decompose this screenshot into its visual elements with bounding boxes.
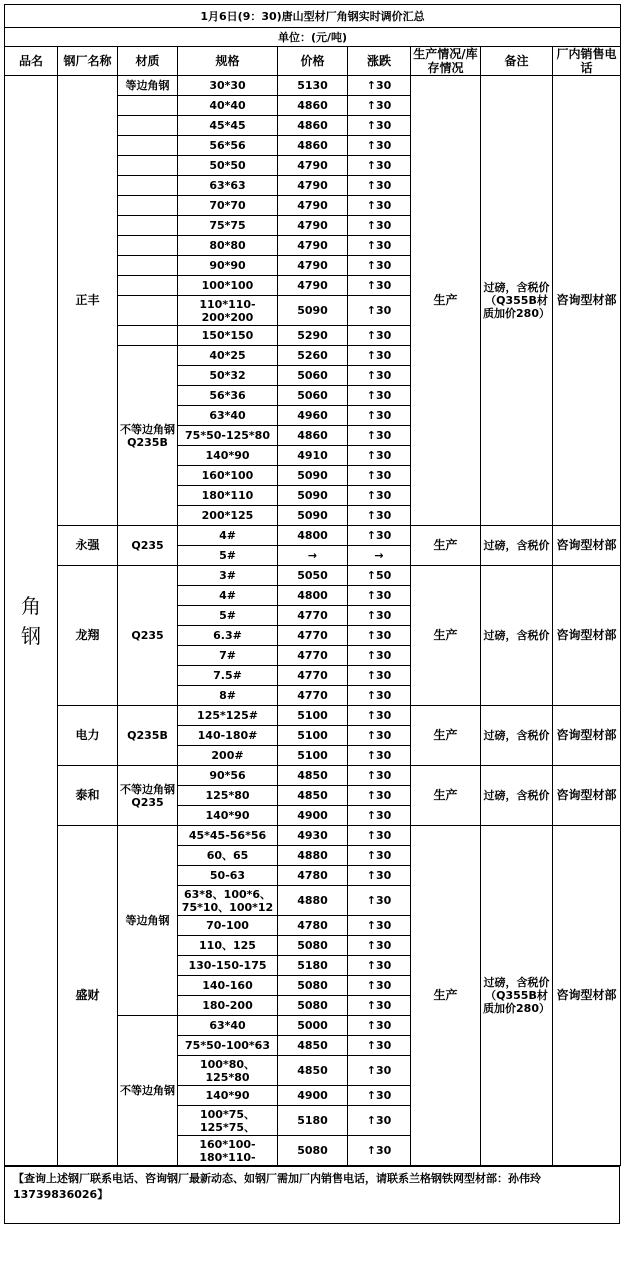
production-status: 生产 xyxy=(411,706,481,766)
change-cell: ↑30 xyxy=(348,916,411,936)
change-cell: ↑30 xyxy=(348,526,411,546)
spec-cell: 5# xyxy=(178,546,278,566)
change-cell: ↑30 xyxy=(348,406,411,426)
table-title: 1月6日(9：30)唐山型材厂角钢实时调价汇总 xyxy=(5,5,621,28)
table-row xyxy=(5,526,621,546)
price-cell: 5100 xyxy=(278,746,348,766)
header-factory: 钢厂名称 xyxy=(58,47,118,76)
price-cell: 4780 xyxy=(278,866,348,886)
price-cell: 5130 xyxy=(278,76,348,96)
price-cell: 4790 xyxy=(278,256,348,276)
production-status: 生产 xyxy=(411,826,481,1166)
unit-label: 单位：(元/吨) xyxy=(5,28,621,47)
change-cell: ↑30 xyxy=(348,706,411,726)
price-cell: 5080 xyxy=(278,936,348,956)
price-cell: 4960 xyxy=(278,406,348,426)
change-cell: ↑30 xyxy=(348,196,411,216)
material-cell: 不等边角钢 xyxy=(118,1016,178,1166)
change-cell: ↑30 xyxy=(348,646,411,666)
spec-cell: 160*100-180*110- xyxy=(178,1136,278,1166)
spec-cell: 30*30 xyxy=(178,76,278,96)
spec-cell: 50*50 xyxy=(178,156,278,176)
price-sheet xyxy=(4,4,620,1224)
change-cell: ↑30 xyxy=(348,1036,411,1056)
spec-cell: 56*56 xyxy=(178,136,278,156)
spec-cell: 140-180# xyxy=(178,726,278,746)
spec-cell: 50-63 xyxy=(178,866,278,886)
price-cell: → xyxy=(278,546,348,566)
spec-cell: 56*36 xyxy=(178,386,278,406)
price-cell: 4900 xyxy=(278,806,348,826)
price-cell: 4770 xyxy=(278,686,348,706)
remark-cell: 过磅，含税价 xyxy=(481,706,553,766)
price-cell: 4770 xyxy=(278,666,348,686)
spec-cell: 63*8、100*6、75*10、100*12 xyxy=(178,886,278,916)
price-cell: 4860 xyxy=(278,426,348,446)
change-cell: ↑30 xyxy=(348,96,411,116)
price-cell: 4780 xyxy=(278,916,348,936)
spec-cell: 63*40 xyxy=(178,1016,278,1036)
change-cell: ↑30 xyxy=(348,216,411,236)
change-cell: ↑30 xyxy=(348,746,411,766)
spec-cell: 7.5# xyxy=(178,666,278,686)
remark-cell: 过磅，含税价 xyxy=(481,526,553,566)
header-change: 涨跌 xyxy=(348,47,411,76)
change-cell: ↑30 xyxy=(348,1106,411,1136)
table-row xyxy=(5,766,621,786)
sales-phone-cell: 咨询型材部 xyxy=(553,766,621,826)
spec-cell: 110*110-200*200 xyxy=(178,296,278,326)
price-cell: 5060 xyxy=(278,366,348,386)
material-cell xyxy=(118,136,178,156)
change-cell: ↑30 xyxy=(348,726,411,746)
price-cell: 4930 xyxy=(278,826,348,846)
change-cell: ↑50 xyxy=(348,566,411,586)
change-cell: ↑30 xyxy=(348,76,411,96)
material-cell: Q235B xyxy=(118,706,178,766)
spec-cell: 180*110 xyxy=(178,486,278,506)
spec-cell: 160*100 xyxy=(178,466,278,486)
change-cell: ↑30 xyxy=(348,956,411,976)
header-pinming: 品名 xyxy=(5,47,58,76)
change-cell: ↑30 xyxy=(348,1016,411,1036)
price-cell: 5180 xyxy=(278,956,348,976)
spec-cell: 3# xyxy=(178,566,278,586)
price-cell: 4850 xyxy=(278,766,348,786)
change-cell: ↑30 xyxy=(348,506,411,526)
factory-name: 永强 xyxy=(58,526,118,566)
price-cell: 4880 xyxy=(278,886,348,916)
change-cell: ↑30 xyxy=(348,466,411,486)
spec-cell: 60、65 xyxy=(178,846,278,866)
change-cell: → xyxy=(348,546,411,566)
header-sales: 厂内销售电话 xyxy=(553,47,621,76)
header-production: 生产情况/库存情况 xyxy=(411,47,481,76)
table-row xyxy=(5,706,621,726)
header-material: 材质 xyxy=(118,47,178,76)
spec-cell: 75*75 xyxy=(178,216,278,236)
price-cell: 4860 xyxy=(278,96,348,116)
change-cell: ↑30 xyxy=(348,1086,411,1106)
price-cell: 4850 xyxy=(278,1036,348,1056)
sales-phone-cell: 咨询型材部 xyxy=(553,826,621,1166)
price-table xyxy=(4,4,621,1166)
change-cell: ↑30 xyxy=(348,686,411,706)
spec-cell: 130-150-175 xyxy=(178,956,278,976)
factory-name: 盛财 xyxy=(58,826,118,1166)
change-cell: ↑30 xyxy=(348,976,411,996)
spec-cell: 75*50-100*63 xyxy=(178,1036,278,1056)
price-cell: 5290 xyxy=(278,326,348,346)
material-cell: 等边角钢 xyxy=(118,826,178,1016)
material-cell xyxy=(118,326,178,346)
spec-cell: 5# xyxy=(178,606,278,626)
sales-phone-cell: 咨询型材部 xyxy=(553,526,621,566)
spec-cell: 100*80、125*80 xyxy=(178,1056,278,1086)
header-spec: 规格 xyxy=(178,47,278,76)
price-cell: 4790 xyxy=(278,176,348,196)
sales-phone-cell: 咨询型材部 xyxy=(553,706,621,766)
price-cell: 5100 xyxy=(278,706,348,726)
spec-cell: 80*80 xyxy=(178,236,278,256)
change-cell: ↑30 xyxy=(348,346,411,366)
change-cell: ↑30 xyxy=(348,586,411,606)
material-cell: 不等边角钢Q235B xyxy=(118,346,178,526)
price-cell: 4910 xyxy=(278,446,348,466)
price-cell: 5090 xyxy=(278,506,348,526)
remark-cell: 过磅，含税价（Q355B材质加价280） xyxy=(481,826,553,1166)
factory-name: 正丰 xyxy=(58,76,118,526)
price-cell: 5060 xyxy=(278,386,348,406)
footer-table xyxy=(4,1166,620,1224)
price-cell: 4790 xyxy=(278,156,348,176)
spec-cell: 100*100 xyxy=(178,276,278,296)
table-row xyxy=(5,826,621,846)
change-cell: ↑30 xyxy=(348,1056,411,1086)
sales-phone-cell: 咨询型材部 xyxy=(553,76,621,526)
material-cell xyxy=(118,296,178,326)
price-cell: 4770 xyxy=(278,646,348,666)
change-cell: ↑30 xyxy=(348,426,411,446)
spec-cell: 110、125 xyxy=(178,936,278,956)
change-cell: ↑30 xyxy=(348,826,411,846)
spec-cell: 45*45 xyxy=(178,116,278,136)
change-cell: ↑30 xyxy=(348,236,411,256)
price-cell: 4790 xyxy=(278,216,348,236)
spec-cell: 8# xyxy=(178,686,278,706)
price-cell: 5080 xyxy=(278,996,348,1016)
spec-cell: 200# xyxy=(178,746,278,766)
spec-cell: 150*150 xyxy=(178,326,278,346)
change-cell: ↑30 xyxy=(348,806,411,826)
factory-name: 电力 xyxy=(58,706,118,766)
price-cell: 5090 xyxy=(278,296,348,326)
change-cell: ↑30 xyxy=(348,296,411,326)
change-cell: ↑30 xyxy=(348,936,411,956)
remark-cell: 过磅，含税价 xyxy=(481,766,553,826)
material-cell xyxy=(118,256,178,276)
spec-cell: 75*50-125*80 xyxy=(178,426,278,446)
change-cell: ↑30 xyxy=(348,766,411,786)
spec-cell: 140-160 xyxy=(178,976,278,996)
spec-cell: 180-200 xyxy=(178,996,278,1016)
price-cell: 5100 xyxy=(278,726,348,746)
spec-cell: 4# xyxy=(178,586,278,606)
price-cell: 4860 xyxy=(278,116,348,136)
change-cell: ↑30 xyxy=(348,786,411,806)
production-status: 生产 xyxy=(411,566,481,706)
price-cell: 4800 xyxy=(278,526,348,546)
spec-cell: 6.3# xyxy=(178,626,278,646)
price-cell: 5080 xyxy=(278,1136,348,1166)
table-row xyxy=(5,76,621,96)
change-cell: ↑30 xyxy=(348,176,411,196)
price-cell: 5050 xyxy=(278,566,348,586)
change-cell: ↑30 xyxy=(348,866,411,886)
price-cell: 5090 xyxy=(278,466,348,486)
material-cell: 不等边角钢Q235 xyxy=(118,766,178,826)
spec-cell: 125*80 xyxy=(178,786,278,806)
spec-cell: 90*56 xyxy=(178,766,278,786)
change-cell: ↑30 xyxy=(348,996,411,1016)
footer-contact: 【查询上述钢厂联系电话、咨询钢厂最新动态、如钢厂需加厂内销售电话，请联系兰格钢铁网型材部：孙伟玲13739836026】 xyxy=(5,1167,620,1224)
material-cell xyxy=(118,96,178,116)
factory-name: 泰和 xyxy=(58,766,118,826)
change-cell: ↑30 xyxy=(348,156,411,176)
price-cell: 4800 xyxy=(278,586,348,606)
spec-cell: 50*32 xyxy=(178,366,278,386)
price-cell: 5080 xyxy=(278,976,348,996)
price-cell: 4790 xyxy=(278,276,348,296)
header-price: 价格 xyxy=(278,47,348,76)
spec-cell: 7# xyxy=(178,646,278,666)
spec-cell: 70-100 xyxy=(178,916,278,936)
price-cell: 4860 xyxy=(278,136,348,156)
factory-name: 龙翔 xyxy=(58,566,118,706)
spec-cell: 100*75、125*75、 xyxy=(178,1106,278,1136)
change-cell: ↑30 xyxy=(348,386,411,406)
change-cell: ↑30 xyxy=(348,1136,411,1166)
spec-cell: 63*40 xyxy=(178,406,278,426)
material-cell xyxy=(118,116,178,136)
change-cell: ↑30 xyxy=(348,116,411,136)
remark-cell: 过磅，含税价（Q355B材质加价280） xyxy=(481,76,553,526)
change-cell: ↑30 xyxy=(348,256,411,276)
price-cell: 4850 xyxy=(278,786,348,806)
change-cell: ↑30 xyxy=(348,366,411,386)
price-cell: 5260 xyxy=(278,346,348,366)
price-cell: 5090 xyxy=(278,486,348,506)
sales-phone-cell: 咨询型材部 xyxy=(553,566,621,706)
change-cell: ↑30 xyxy=(348,486,411,506)
spec-cell: 140*90 xyxy=(178,806,278,826)
remark-cell: 过磅，含税价 xyxy=(481,566,553,706)
spec-cell: 140*90 xyxy=(178,446,278,466)
change-cell: ↑30 xyxy=(348,626,411,646)
header-remark: 备注 xyxy=(481,47,553,76)
change-cell: ↑30 xyxy=(348,136,411,156)
spec-cell: 45*45-56*56 xyxy=(178,826,278,846)
price-cell: 5180 xyxy=(278,1106,348,1136)
material-cell xyxy=(118,216,178,236)
spec-cell: 70*70 xyxy=(178,196,278,216)
change-cell: ↑30 xyxy=(348,606,411,626)
material-cell xyxy=(118,236,178,256)
spec-cell: 63*63 xyxy=(178,176,278,196)
change-cell: ↑30 xyxy=(348,846,411,866)
production-status: 生产 xyxy=(411,766,481,826)
change-cell: ↑30 xyxy=(348,276,411,296)
production-status: 生产 xyxy=(411,76,481,526)
spec-cell: 125*125# xyxy=(178,706,278,726)
spec-cell: 40*25 xyxy=(178,346,278,366)
price-cell: 4770 xyxy=(278,626,348,646)
price-cell: 4790 xyxy=(278,196,348,216)
material-cell: Q235 xyxy=(118,526,178,566)
material-cell: 等边角钢 xyxy=(118,76,178,96)
price-cell: 4770 xyxy=(278,606,348,626)
change-cell: ↑30 xyxy=(348,326,411,346)
price-cell: 5000 xyxy=(278,1016,348,1036)
table-row xyxy=(5,566,621,586)
price-cell: 4880 xyxy=(278,846,348,866)
material-cell xyxy=(118,156,178,176)
spec-cell: 90*90 xyxy=(178,256,278,276)
price-cell: 4900 xyxy=(278,1086,348,1106)
spec-cell: 140*90 xyxy=(178,1086,278,1106)
price-cell: 4790 xyxy=(278,236,348,256)
spec-cell: 40*40 xyxy=(178,96,278,116)
material-cell xyxy=(118,276,178,296)
material-cell xyxy=(118,176,178,196)
change-cell: ↑30 xyxy=(348,666,411,686)
change-cell: ↑30 xyxy=(348,446,411,466)
spec-cell: 200*125 xyxy=(178,506,278,526)
production-status: 生产 xyxy=(411,526,481,566)
product-name: 角 钢 xyxy=(5,76,58,1166)
material-cell xyxy=(118,196,178,216)
spec-cell: 4# xyxy=(178,526,278,546)
change-cell: ↑30 xyxy=(348,886,411,916)
material-cell: Q235 xyxy=(118,566,178,706)
price-cell: 4850 xyxy=(278,1056,348,1086)
